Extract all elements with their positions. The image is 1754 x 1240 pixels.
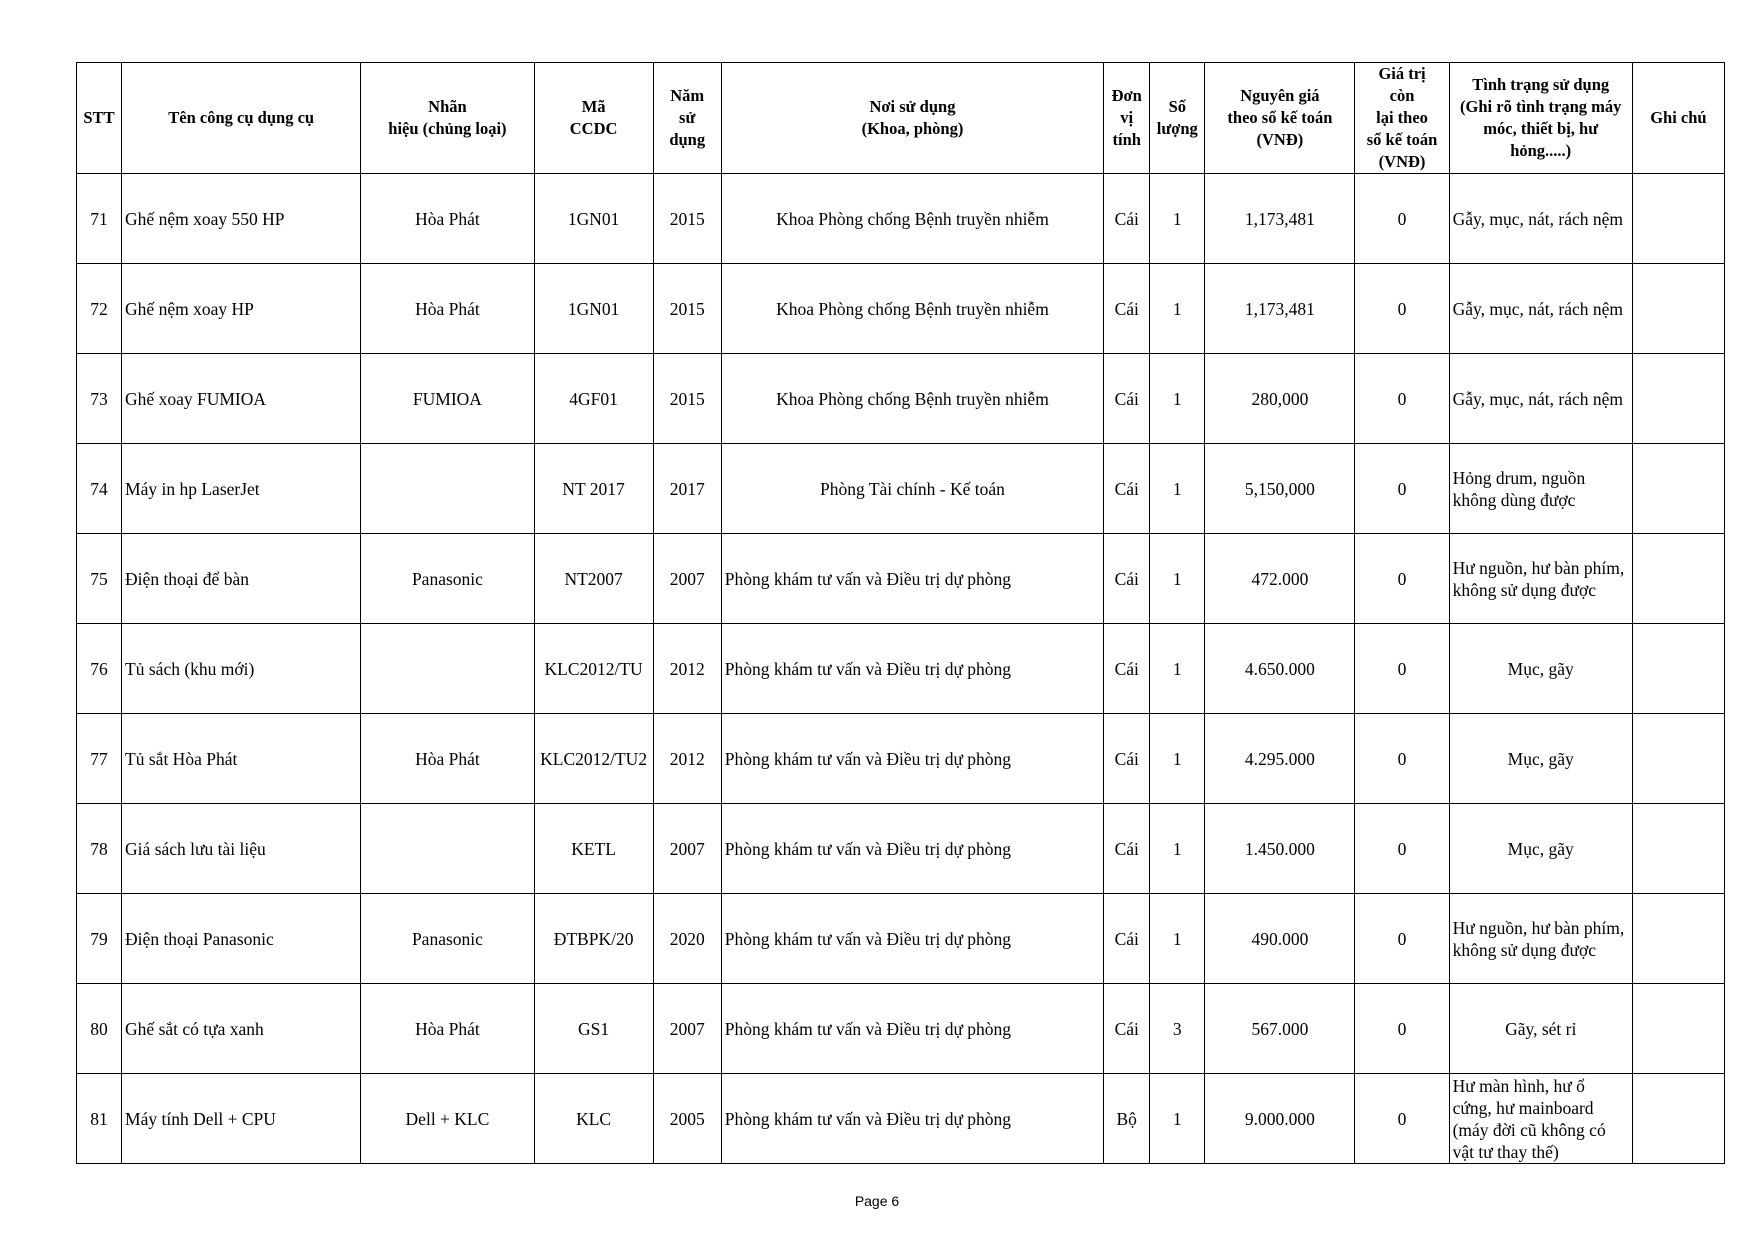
page-number: Page 6: [854, 1193, 900, 1209]
cell-year: 2020: [653, 894, 721, 984]
cell-cost: 1,173,481: [1205, 174, 1355, 264]
cell-stt: 72: [77, 264, 122, 354]
cell-year: 2005: [653, 1074, 721, 1164]
cell-remaining: 0: [1355, 444, 1449, 534]
cell-status: Hỏng drum, nguồn không dùng được: [1449, 444, 1632, 534]
cell-name: Tủ sách (khu mới): [122, 624, 361, 714]
table-row: [77, 444, 1725, 534]
cell-brand: [361, 444, 534, 534]
table-row: [77, 354, 1725, 444]
header-code: Mã CCDC: [534, 63, 653, 174]
header-qty: Số lượng: [1150, 63, 1205, 174]
cell-brand: Panasonic: [361, 894, 534, 984]
cell-status: Hư nguồn, hư bàn phím, không sử dụng được: [1449, 534, 1632, 624]
cell-remaining: 0: [1355, 354, 1449, 444]
header-stt: STT: [77, 63, 122, 174]
cell-location: Phòng khám tư vấn và Điều trị dự phòng: [721, 894, 1103, 984]
cell-status: Mục, gãy: [1449, 714, 1632, 804]
cell-qty: 3: [1150, 984, 1205, 1074]
cell-note: [1632, 444, 1724, 534]
table-row: [77, 174, 1725, 264]
cell-note: [1632, 714, 1724, 804]
cell-unit: Cái: [1104, 894, 1150, 984]
cell-cost: 472.000: [1205, 534, 1355, 624]
cell-status: Hư màn hình, hư ổ cứng, hư mainboard (máy đời cũ không có vật tư thay thế): [1449, 1074, 1632, 1164]
table-row: [77, 894, 1725, 984]
cell-stt: 73: [77, 354, 122, 444]
header-row: [77, 63, 1725, 174]
table-row: [77, 1074, 1725, 1164]
inventory-table: [76, 62, 1725, 1164]
cell-location: Phòng Tài chính - Kế toán: [721, 444, 1103, 534]
header-remaining: Giá trị còn lại theo sổ kế toán (VNĐ): [1355, 63, 1449, 174]
cell-code: KLC: [534, 1074, 653, 1164]
cell-stt: 77: [77, 714, 122, 804]
cell-cost: 4.650.000: [1205, 624, 1355, 714]
cell-note: [1632, 264, 1724, 354]
cell-brand: Hòa Phát: [361, 984, 534, 1074]
cell-unit: Cái: [1104, 804, 1150, 894]
cell-status: Gãy, sét rỉ: [1449, 984, 1632, 1074]
cell-status: Mục, gãy: [1449, 624, 1632, 714]
cell-qty: 1: [1150, 624, 1205, 714]
cell-unit: Cái: [1104, 624, 1150, 714]
cell-qty: 1: [1150, 354, 1205, 444]
cell-code: NT2007: [534, 534, 653, 624]
cell-cost: 1,173,481: [1205, 264, 1355, 354]
cell-unit: Cái: [1104, 534, 1150, 624]
header-status: Tình trạng sử dụng (Ghi rõ tình trạng máy móc, thiết bị, hư hỏng.....): [1449, 63, 1632, 174]
cell-name: Ghế nệm xoay HP: [122, 264, 361, 354]
cell-code: KETL: [534, 804, 653, 894]
cell-brand: Dell + KLC: [361, 1074, 534, 1164]
table-row: [77, 984, 1725, 1074]
table-row: [77, 714, 1725, 804]
cell-qty: 1: [1150, 264, 1205, 354]
cell-year: 2012: [653, 714, 721, 804]
cell-remaining: 0: [1355, 894, 1449, 984]
cell-code: 1GN01: [534, 264, 653, 354]
cell-name: Điện thoại để bàn: [122, 534, 361, 624]
cell-name: Máy tính Dell + CPU: [122, 1074, 361, 1164]
cell-brand: Hòa Phát: [361, 714, 534, 804]
cell-brand: Hòa Phát: [361, 174, 534, 264]
cell-stt: 81: [77, 1074, 122, 1164]
header-unit: Đơn vị tính: [1104, 63, 1150, 174]
cell-note: [1632, 624, 1724, 714]
cell-year: 2007: [653, 534, 721, 624]
table-body: [77, 174, 1725, 1164]
cell-note: [1632, 174, 1724, 264]
header-location: Nơi sử dụng (Khoa, phòng): [721, 63, 1103, 174]
cell-qty: 1: [1150, 1074, 1205, 1164]
cell-cost: 490.000: [1205, 894, 1355, 984]
cell-unit: Cái: [1104, 714, 1150, 804]
table-row: [77, 534, 1725, 624]
cell-qty: 1: [1150, 174, 1205, 264]
cell-note: [1632, 354, 1724, 444]
header-year: Năm sử dụng: [653, 63, 721, 174]
cell-code: KLC2012/TU2: [534, 714, 653, 804]
cell-location: Phòng khám tư vấn và Điều trị dự phòng: [721, 984, 1103, 1074]
header-name: Tên công cụ dụng cụ: [122, 63, 361, 174]
cell-brand: Hòa Phát: [361, 264, 534, 354]
header-note: Ghi chú: [1632, 63, 1724, 174]
cell-code: 4GF01: [534, 354, 653, 444]
cell-note: [1632, 894, 1724, 984]
cell-brand: [361, 804, 534, 894]
cell-status: Gẫy, mục, nát, rách nệm: [1449, 354, 1632, 444]
cell-location: Phòng khám tư vấn và Điều trị dự phòng: [721, 534, 1103, 624]
table-row: [77, 804, 1725, 894]
table-row: [77, 624, 1725, 714]
cell-year: 2012: [653, 624, 721, 714]
cell-brand: Panasonic: [361, 534, 534, 624]
cell-remaining: 0: [1355, 534, 1449, 624]
cell-unit: Cái: [1104, 174, 1150, 264]
cell-note: [1632, 804, 1724, 894]
cell-unit: Cái: [1104, 264, 1150, 354]
cell-remaining: 0: [1355, 714, 1449, 804]
cell-name: Máy in hp LaserJet: [122, 444, 361, 534]
cell-remaining: 0: [1355, 174, 1449, 264]
cell-cost: 9.000.000: [1205, 1074, 1355, 1164]
cell-stt: 75: [77, 534, 122, 624]
cell-cost: 5,150,000: [1205, 444, 1355, 534]
cell-note: [1632, 984, 1724, 1074]
cell-unit: Cái: [1104, 444, 1150, 534]
cell-stt: 78: [77, 804, 122, 894]
cell-cost: 280,000: [1205, 354, 1355, 444]
cell-brand: FUMIOA: [361, 354, 534, 444]
cell-status: Gẫy, mục, nát, rách nệm: [1449, 174, 1632, 264]
cell-name: Điện thoại Panasonic: [122, 894, 361, 984]
cell-unit: Cái: [1104, 984, 1150, 1074]
cell-status: Mục, gãy: [1449, 804, 1632, 894]
cell-cost: 1.450.000: [1205, 804, 1355, 894]
cell-remaining: 0: [1355, 984, 1449, 1074]
cell-location: Phòng khám tư vấn và Điều trị dự phòng: [721, 804, 1103, 894]
cell-qty: 1: [1150, 534, 1205, 624]
cell-location: Phòng khám tư vấn và Điều trị dự phòng: [721, 1074, 1103, 1164]
cell-note: [1632, 1074, 1724, 1164]
cell-stt: 74: [77, 444, 122, 534]
cell-stt: 79: [77, 894, 122, 984]
cell-code: KLC2012/TU: [534, 624, 653, 714]
cell-code: 1GN01: [534, 174, 653, 264]
cell-qty: 1: [1150, 894, 1205, 984]
cell-unit: Bộ: [1104, 1074, 1150, 1164]
cell-brand: [361, 624, 534, 714]
cell-cost: 4.295.000: [1205, 714, 1355, 804]
cell-name: Ghế xoay FUMIOA: [122, 354, 361, 444]
cell-location: Khoa Phòng chống Bệnh truyền nhiễm: [721, 264, 1103, 354]
cell-status: Gẫy, mục, nát, rách nệm: [1449, 264, 1632, 354]
cell-qty: 1: [1150, 444, 1205, 534]
cell-name: Giá sách lưu tài liệu: [122, 804, 361, 894]
cell-location: Khoa Phòng chống Bệnh truyền nhiễm: [721, 174, 1103, 264]
cell-remaining: 0: [1355, 1074, 1449, 1164]
cell-code: GS1: [534, 984, 653, 1074]
cell-location: Phòng khám tư vấn và Điều trị dự phòng: [721, 714, 1103, 804]
cell-year: 2015: [653, 264, 721, 354]
cell-stt: 71: [77, 174, 122, 264]
cell-year: 2015: [653, 174, 721, 264]
cell-cost: 567.000: [1205, 984, 1355, 1074]
cell-status: Hư nguồn, hư bàn phím, không sử dụng được: [1449, 894, 1632, 984]
cell-qty: 1: [1150, 714, 1205, 804]
cell-year: 2007: [653, 804, 721, 894]
cell-location: Khoa Phòng chống Bệnh truyền nhiễm: [721, 354, 1103, 444]
table-row: [77, 264, 1725, 354]
header-brand: Nhãn hiệu (chủng loại): [361, 63, 534, 174]
cell-note: [1632, 534, 1724, 624]
cell-remaining: 0: [1355, 624, 1449, 714]
cell-stt: 80: [77, 984, 122, 1074]
cell-location: Phòng khám tư vấn và Điều trị dự phòng: [721, 624, 1103, 714]
cell-name: Ghế nệm xoay 550 HP: [122, 174, 361, 264]
cell-stt: 76: [77, 624, 122, 714]
cell-unit: Cái: [1104, 354, 1150, 444]
cell-code: ĐTBPK/20: [534, 894, 653, 984]
cell-year: 2007: [653, 984, 721, 1074]
cell-code: NT 2017: [534, 444, 653, 534]
cell-qty: 1: [1150, 804, 1205, 894]
cell-remaining: 0: [1355, 804, 1449, 894]
cell-name: Tủ sắt Hòa Phát: [122, 714, 361, 804]
cell-year: 2015: [653, 354, 721, 444]
cell-year: 2017: [653, 444, 721, 534]
header-cost: Nguyên giá theo sổ kế toán (VNĐ): [1205, 63, 1355, 174]
cell-name: Ghế sắt có tựa xanh: [122, 984, 361, 1074]
cell-remaining: 0: [1355, 264, 1449, 354]
